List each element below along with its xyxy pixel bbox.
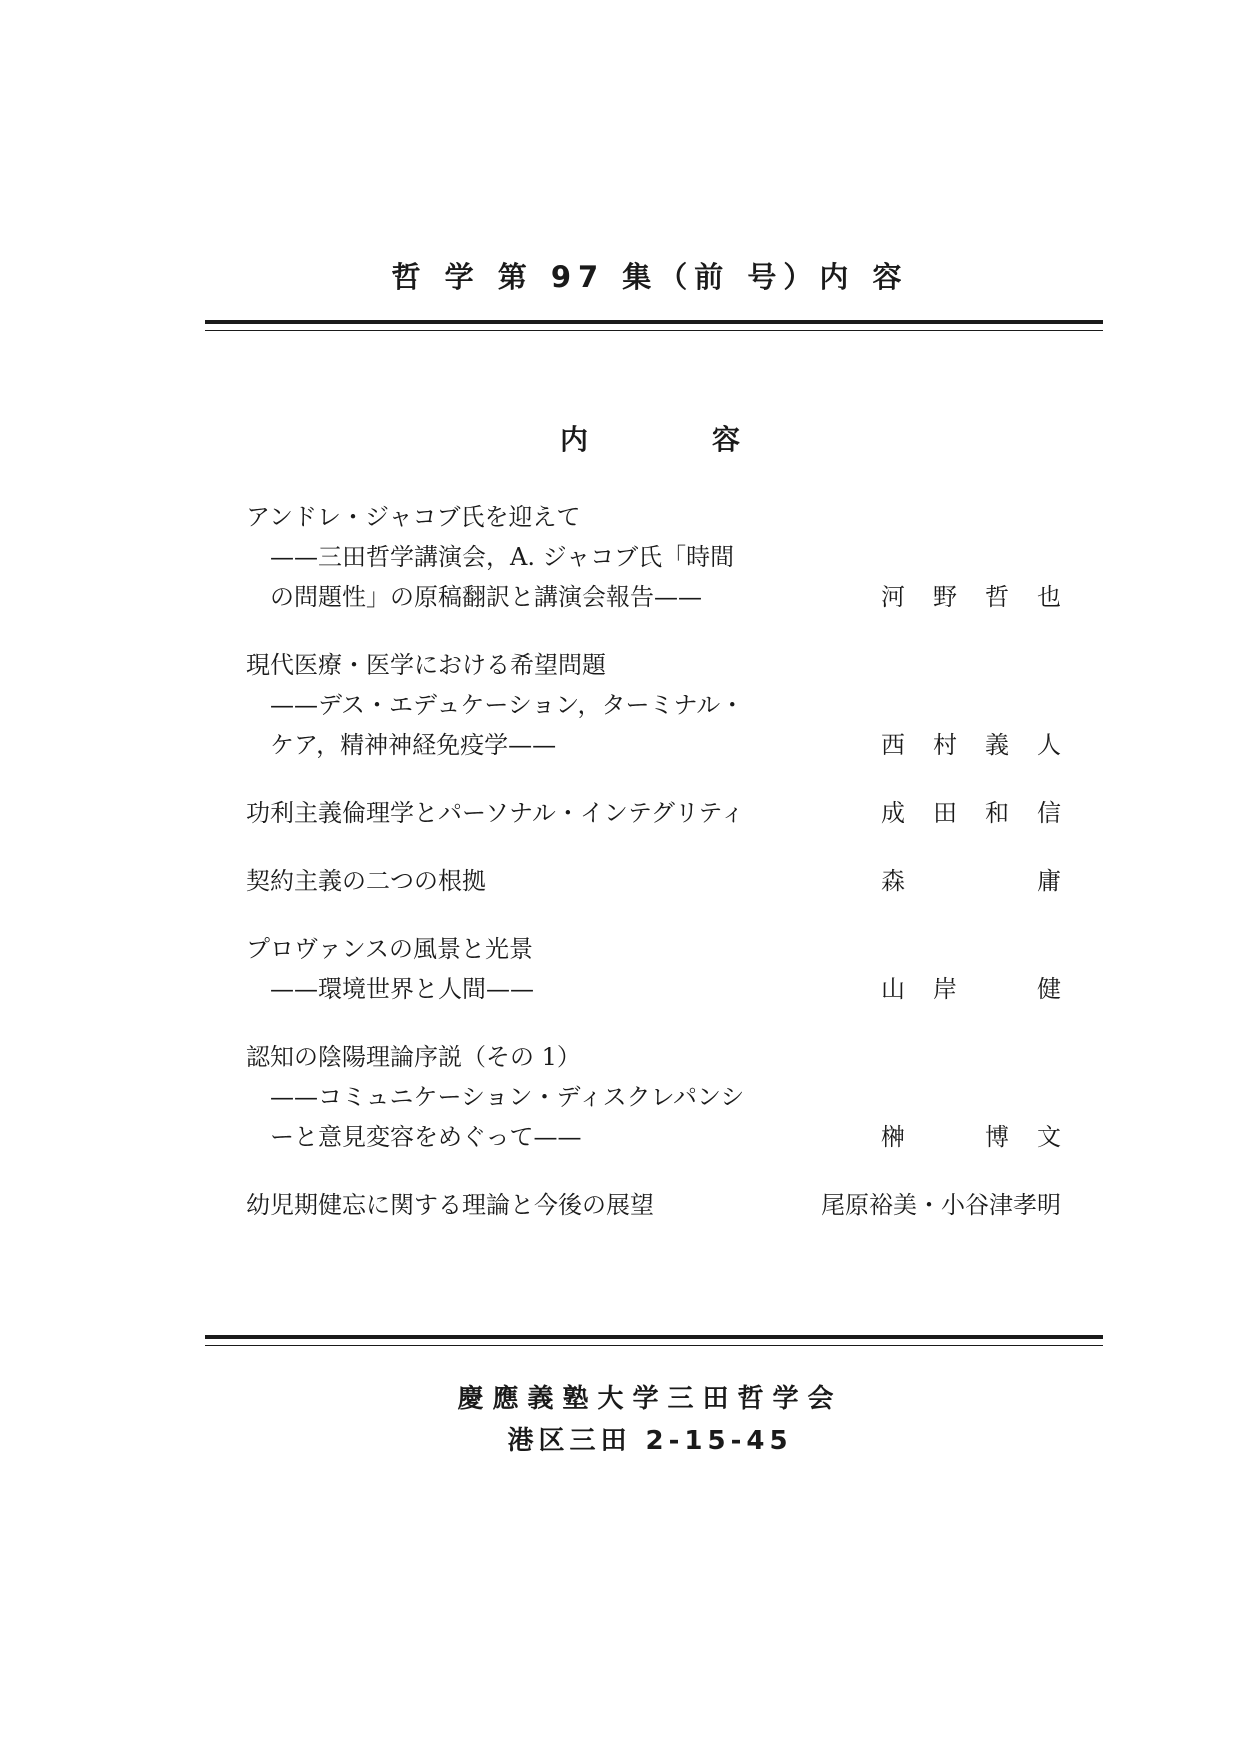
- page-title: 哲 学 第 97 集（前 号）内 容: [391, 260, 909, 294]
- entry-author: 尾原裕美・小谷津孝明: [821, 1191, 1061, 1219]
- entry-title: アンドレ・ジャコブ氏を迎えて: [246, 503, 581, 531]
- entry-author: 西村義人: [881, 731, 1061, 759]
- publisher-address: 港区三田 2-15-45: [507, 1426, 793, 1456]
- bottom-divider: [205, 1335, 1103, 1346]
- publisher-name: 慶應義塾大学三田哲学会: [457, 1384, 843, 1414]
- entry-subtitle-line-1: ——環境世界と人間——: [270, 975, 534, 1003]
- entry-title: 幼児期健忘に関する理論と今後の展望: [246, 1191, 654, 1219]
- toc-entry-2: [246, 645, 1061, 765]
- entry-author: 榊 博文: [881, 1123, 1061, 1151]
- entry-subtitle-line-2: ケア，精神神経免疫学——: [270, 731, 557, 759]
- entry-subtitle-line-2: の問題性」の原稿翻訳と講演会報告——: [270, 583, 702, 611]
- toc-entry-6: [246, 1037, 1061, 1157]
- entry-author: 森 庸: [881, 867, 1061, 895]
- entry-author: 河野哲也: [881, 583, 1061, 611]
- entry-subtitle-line-1: ——三田哲学講演会，A. ジャコブ氏「時間: [270, 543, 735, 571]
- entry-title: 認知の陰陽理論序説（その 1）: [246, 1043, 581, 1071]
- toc-entry-3: [246, 793, 1061, 833]
- toc-entry-4: [246, 861, 1061, 901]
- entry-title: プロヴァンスの風景と光景: [246, 935, 534, 963]
- entry-subtitle-line-2: ーと意見変容をめぐって——: [270, 1123, 582, 1151]
- entry-author: 成田和信: [881, 799, 1061, 827]
- toc-entry-7: [246, 1185, 1061, 1225]
- entry-subtitle-line-1: ——コミュニケーション・ディスクレパンシ: [270, 1083, 745, 1111]
- entry-title: 契約主義の二つの根拠: [246, 867, 486, 895]
- toc-heading-right: 容: [711, 423, 740, 456]
- toc-entry-1: [246, 497, 1061, 617]
- entry-title: 現代医療・医学における希望問題: [246, 651, 606, 679]
- toc-heading-left: 内: [560, 423, 589, 456]
- entry-author: 山岸 健: [881, 975, 1061, 1003]
- entry-title: 功利主義倫理学とパーソナル・インテグリティ: [246, 799, 745, 827]
- top-divider: [205, 320, 1103, 331]
- entry-subtitle-line-1: ——デス・エデュケーション，ターミナル・: [270, 691, 745, 719]
- table-of-contents: [246, 497, 1061, 1253]
- toc-heading: [560, 418, 740, 458]
- toc-entry-5: [246, 929, 1061, 1009]
